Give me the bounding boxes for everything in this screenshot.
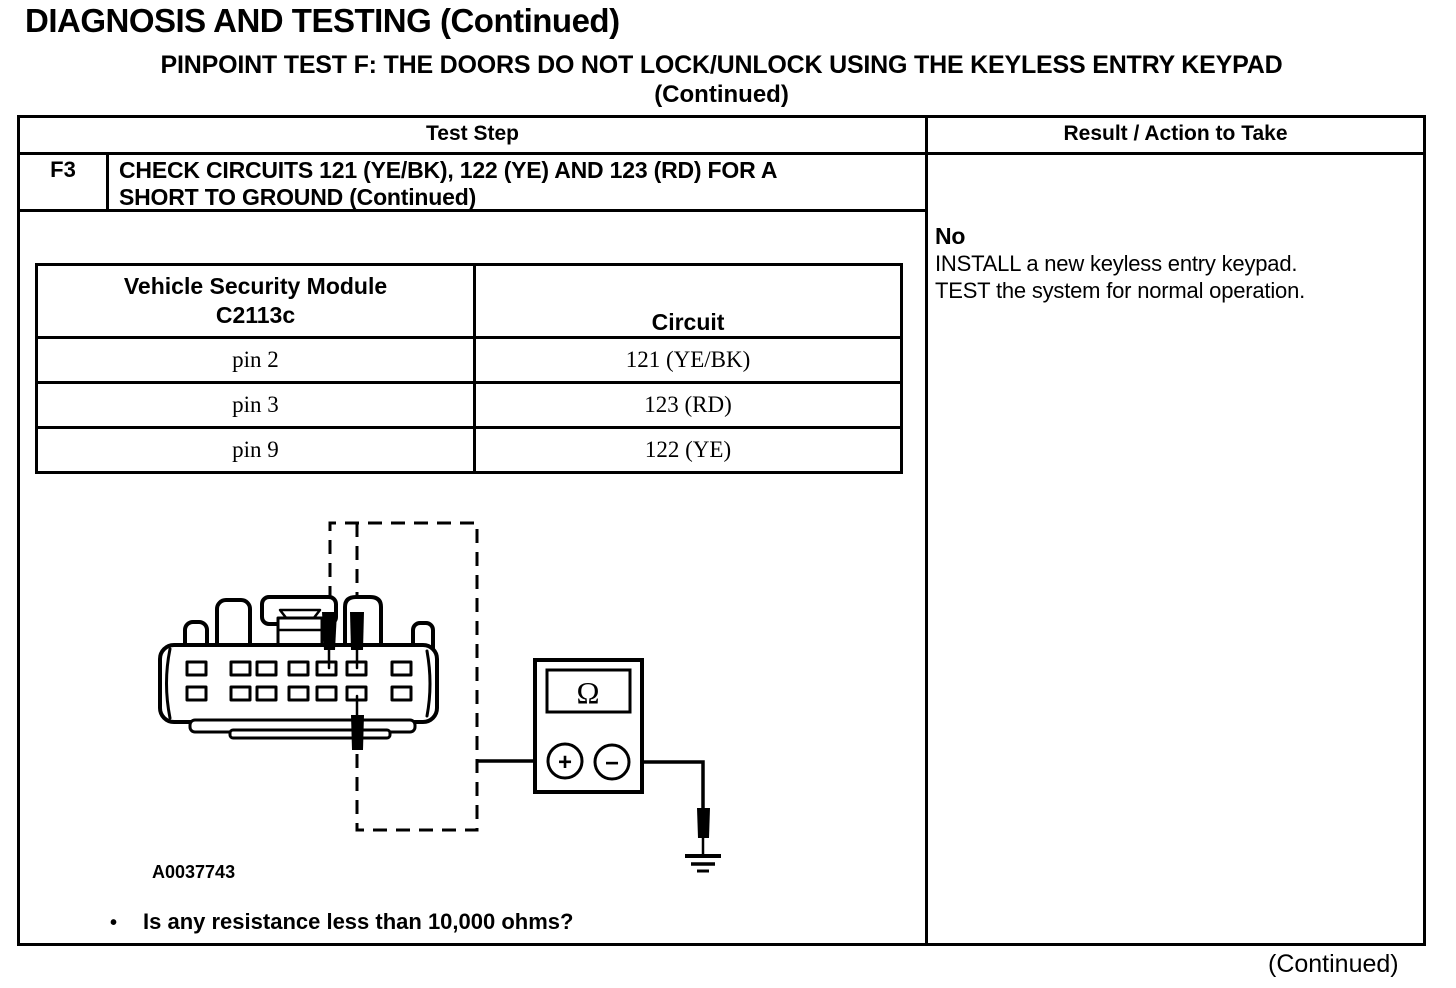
step-f3-row — [20, 155, 928, 212]
result-action-line1: INSTALL a new keyless entry keypad. — [935, 251, 1298, 276]
result-cell — [935, 223, 1427, 304]
ohmmeter — [477, 660, 703, 808]
diagnostic-table — [17, 115, 1426, 946]
table-row — [37, 428, 902, 473]
ground-symbol — [685, 808, 721, 871]
step-id-cell: F3 — [50, 157, 76, 182]
pin-circuit-table — [35, 263, 903, 474]
connector-lip-lower — [230, 730, 390, 738]
circuit-header: Circuit — [475, 265, 902, 338]
result-answer: No — [935, 223, 966, 249]
table-row — [37, 383, 902, 428]
ohm-symbol: Ω — [576, 675, 600, 710]
wire-harness-connector — [160, 597, 437, 750]
circuit-cell: 121 (YE/BK) — [475, 338, 902, 383]
result-action-header: Result / Action to Take — [1063, 122, 1288, 145]
pinpoint-test-heading — [17, 51, 1426, 109]
module-header-line1: Vehicle Security Module — [123, 273, 388, 299]
pinpoint-test-heading-line1: PINPOINT TEST F: THE DOORS DO NOT LOCK/UNLOCK USING THE KEYLESS ENTRY KEYPAD — [160, 51, 1283, 79]
pin-table-header-row — [37, 265, 902, 338]
table-header-row — [20, 118, 1423, 155]
step-description — [119, 157, 777, 211]
probe-pin2 — [322, 612, 337, 650]
step-description-line1: CHECK CIRCUITS 121 (YE/BK), 122 (YE) AND 123 (RD) FOR A — [119, 157, 778, 183]
result-action-line2: TEST the system for normal operation. — [935, 278, 1306, 303]
pin-cell: pin 3 — [37, 383, 475, 428]
probe-pin3 — [350, 612, 364, 650]
connector-body — [160, 645, 437, 722]
table-row — [37, 338, 902, 383]
column-divider — [925, 118, 928, 943]
circuit-cell: 123 (RD) — [475, 383, 902, 428]
minus-terminal-label: − — [604, 750, 620, 777]
module-header-line2: C2113c — [215, 302, 296, 328]
pinpoint-test-heading-continued: (Continued) — [654, 81, 789, 108]
step-id-divider — [106, 155, 109, 209]
ground-probe — [697, 808, 710, 838]
test-step-header: Test Step — [426, 122, 519, 145]
probe-pin9 — [351, 715, 364, 750]
plus-terminal-label: + — [557, 749, 573, 776]
bullet-icon: • — [110, 912, 118, 934]
page-title: DIAGNOSIS AND TESTING (Continued) — [25, 2, 620, 39]
pin-cell: pin 9 — [37, 428, 475, 473]
circuit-cell: 122 (YE) — [475, 428, 902, 473]
module-header — [37, 265, 475, 338]
figure-id-label: A0037743 — [152, 862, 236, 882]
question-row — [110, 909, 573, 935]
footer-continued: (Continued) — [1268, 950, 1399, 978]
connector-ohmmeter-diagram — [80, 500, 780, 890]
question-text: Is any resistance less than 10,000 ohms? — [143, 909, 574, 934]
pin-cell: pin 2 — [37, 338, 475, 383]
step-description-line2: SHORT TO GROUND (Continued) — [119, 184, 477, 210]
